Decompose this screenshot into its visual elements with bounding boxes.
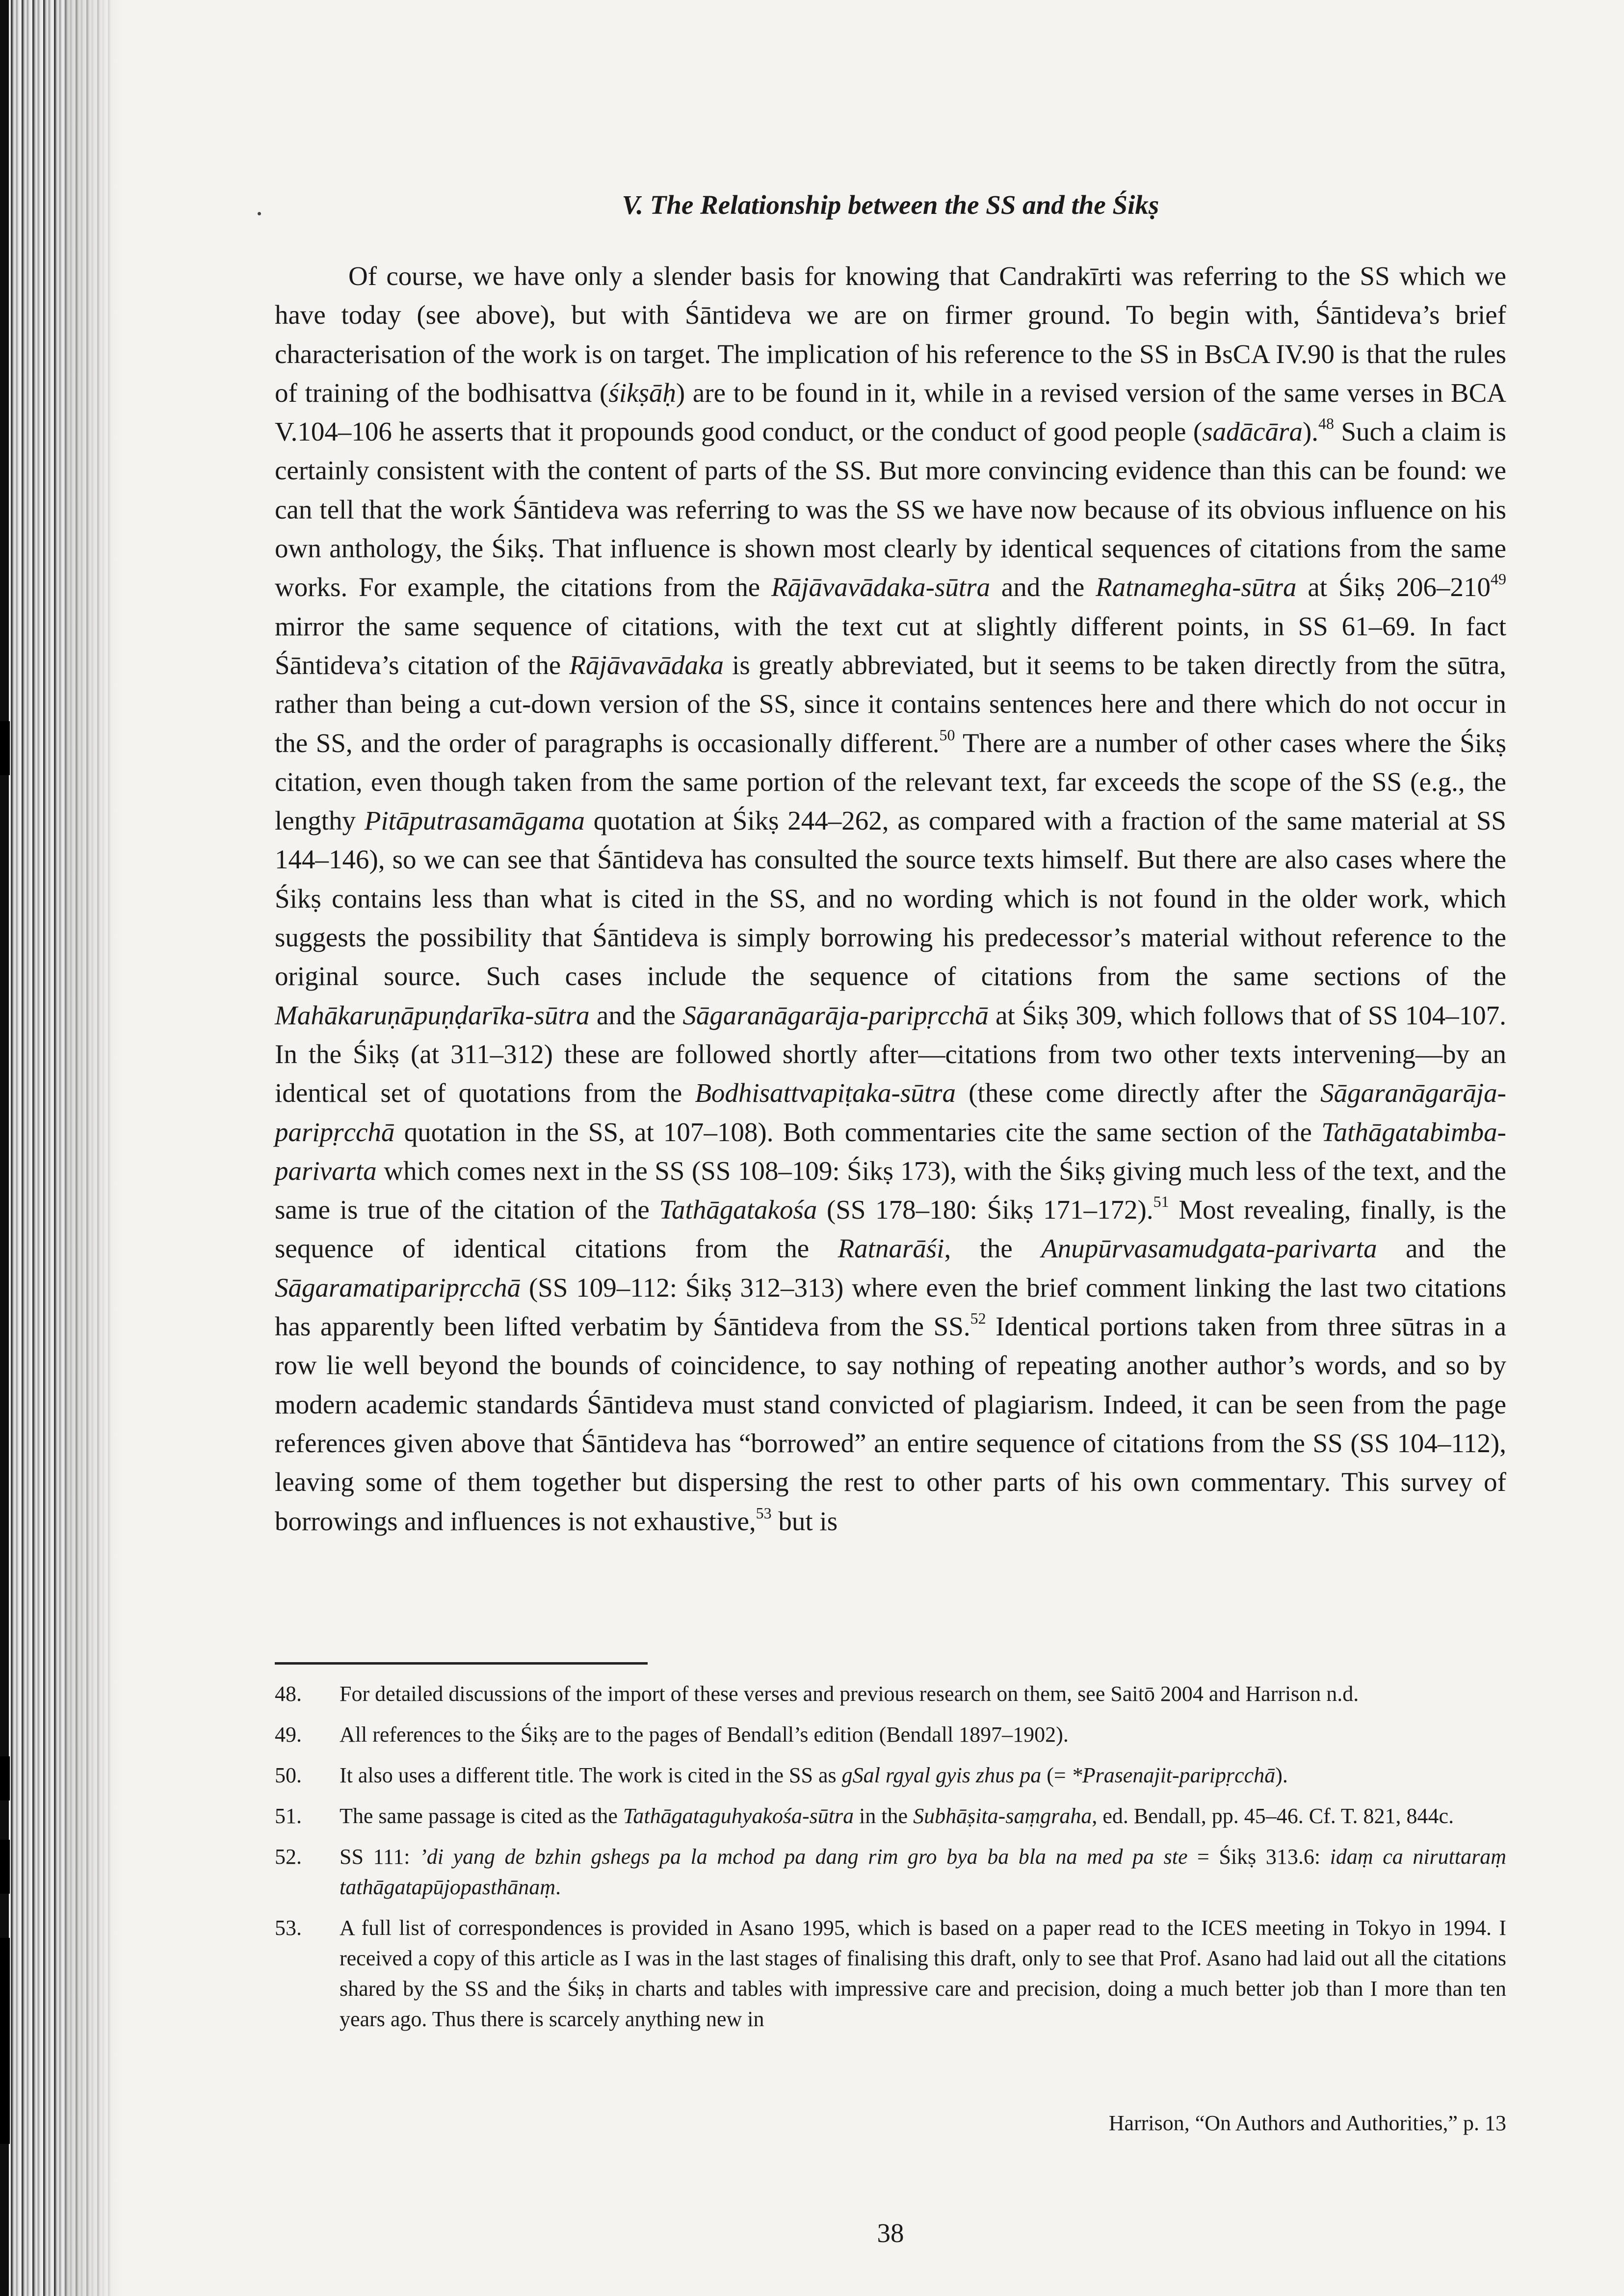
text-run: Of course, we have only a slender basis for knowing that Candrakīrti was referring to the SS which we have today (see above), but with Śāntideva we are on firmer ground. To begin with, Śāntideva’s brief characterisation of the work is on target. The implication of his reference to the SS in BsCA IV.90 is that the rules of training of the bodhisattva ( bbox=[275, 261, 1506, 408]
text-run: and the bbox=[990, 572, 1096, 602]
stray-dot bbox=[258, 212, 261, 215]
footnote-ref: 49 bbox=[1491, 570, 1506, 588]
italic-term: Sāgaramatiparipṛcchā bbox=[275, 1272, 521, 1303]
scan-edge-mark bbox=[0, 721, 10, 775]
footnotes bbox=[275, 1679, 1506, 2045]
footnote bbox=[275, 1842, 1506, 1903]
footnote-text bbox=[340, 1760, 1506, 1791]
italic-term: sadācāra bbox=[1202, 417, 1303, 447]
italic-term: Pitāputrasamāgama bbox=[364, 806, 585, 836]
text-run: Such a claim is certainly consistent with the content of parts of the SS. But more convincing evidence than this can be found: we can tell that the work Śāntideva was referring to was the SS we have now because of its obvious influence on his own anthology, the Śikṣ. That influence is shown most clearly by identical sequences of citations from the same works. For example, the citations from the bbox=[275, 417, 1506, 602]
footnote-ref: 51 bbox=[1153, 1193, 1169, 1211]
text-run: at Śikṣ 309, which follows that of SS 104–107. In the Śikṣ (at 311–312) these are followed shortly after—citations from two other texts intervening—by an identical set of quotations from the bbox=[275, 1000, 1506, 1108]
page-number-row bbox=[0, 2218, 1624, 2248]
footnote-number: 48. bbox=[275, 1682, 302, 1706]
text-run: ). bbox=[1275, 1763, 1288, 1787]
footnote-rule bbox=[275, 1662, 648, 1665]
footnote-number: 50. bbox=[275, 1763, 302, 1787]
text-run: The same passage is cited as the bbox=[340, 1804, 623, 1828]
scan-edge-mark bbox=[0, 1756, 10, 1800]
footnote bbox=[275, 1720, 1506, 1750]
scan-edge-mark bbox=[0, 1938, 10, 2144]
text-run: . bbox=[555, 1875, 561, 1899]
text-run: and the bbox=[1377, 1233, 1506, 1264]
italic-term: gSal rgyal gyis zhus pa bbox=[841, 1763, 1042, 1787]
footnote-text bbox=[340, 1720, 1506, 1750]
text-run: and the bbox=[589, 1000, 683, 1030]
footnote-number: 52. bbox=[275, 1845, 302, 1869]
footnote-ref: 48 bbox=[1318, 415, 1335, 433]
italic-term: Tathāgatabimba-parivarta bbox=[275, 1117, 1506, 1186]
text-run: , the bbox=[944, 1233, 1042, 1264]
text-run: is greatly abbreviated, but it seems to be taken directly from the sūtra, rather than being a cut-down version of the SS, since it contains sentences here and there which do not occur in the SS, and the order of paragraphs is occasionally different. bbox=[275, 650, 1506, 758]
text-run: Most revealing, finally, is the sequence of identical citations from the bbox=[275, 1195, 1506, 1264]
italic-term: Mahākaruṇāpuṇḍarīka-sūtra bbox=[275, 1000, 590, 1030]
text-run: but is bbox=[771, 1506, 838, 1536]
footnote-text bbox=[340, 1679, 1506, 1709]
italic-term: Subhāṣita-saṃgraha bbox=[913, 1804, 1092, 1828]
text-run: SS 111: bbox=[340, 1845, 420, 1869]
text-run: Identical portions taken from three sūtras in a row lie well beyond the bounds of coincidence, to say nothing of repeating another author’s words, and so by modern academic standards Śāntideva must stand convicted of plagiarism. Indeed, it can be seen from the page references given above that Śāntideva has “borrowed” an entire sequence of citations from the SS (SS 104–112), leaving some of them together but dispersing the rest to other parts of his own commentary. This survey of borrowings and influences is not exhaustive, bbox=[275, 1311, 1507, 1536]
page-number: 38 bbox=[877, 2218, 904, 2248]
text-run: at Śikṣ 206–210 bbox=[1296, 572, 1491, 602]
text-run: ) are to be found in it, while in a revised version of the same verses in BCA V.104–106 he asserts that it propounds good conduct, or the conduct of good people ( bbox=[275, 377, 1506, 447]
italic-term: Tathāgatakośa bbox=[659, 1195, 817, 1225]
body-paragraph bbox=[275, 257, 1506, 1540]
footnote-text bbox=[340, 1801, 1506, 1831]
footnote-ref: 53 bbox=[756, 1504, 772, 1522]
footnote bbox=[275, 1801, 1506, 1831]
scan-edge-mark bbox=[0, 1840, 10, 1894]
text-run: mirror the same sequence of citations, with the text cut at slightly different points, in SS 61–69. In fact Śāntideva’s citation of the bbox=[275, 611, 1506, 680]
text-run: There are a number of other cases where the Śikṣ citation, even though taken from the same portion of the relevant text, far exceeds the scope of the SS (e.g., the lengthy bbox=[275, 728, 1506, 836]
italic-term: ’di yang de bzhin gshegs pa la mchod pa dang rim gro bya ba bla na med pa ste bbox=[419, 1845, 1188, 1869]
italic-term: śikṣāḥ bbox=[608, 377, 676, 408]
text-run: quotation in the SS, at 107–108). Both commentaries cite the same section of the bbox=[394, 1117, 1322, 1147]
footnote-ref: 52 bbox=[970, 1309, 986, 1328]
italic-term: Anupūrvasamudgata-parivarta bbox=[1041, 1233, 1377, 1264]
footnote-text bbox=[340, 1842, 1506, 1903]
section-title: V. The Relationship between the SS and the Śikṣ bbox=[622, 190, 1159, 220]
italic-term: Rājāvavādaka bbox=[569, 650, 724, 680]
italic-term: *Prasenajit-paripṛcchā bbox=[1071, 1763, 1276, 1787]
text-run: (SS 109–112: Śikṣ 312–313) where even the brief comment linking the last two citations has apparently been lifted verbatim by Śāntideva from the SS. bbox=[275, 1272, 1506, 1342]
page-content bbox=[275, 189, 1506, 1540]
italic-term: idaṃ ca niruttaraṃ tathāgatapūjopasthānaṃ bbox=[340, 1845, 1507, 1899]
text-run: (= bbox=[1041, 1763, 1072, 1787]
text-run: quotation at Śikṣ 244–262, as compared with a fraction of the same material at SS 144–146), so we can see that Śāntideva has consulted the source texts himself. But there are also cases where the Śikṣ contains less than what is cited in the SS, and no wording which is not found in the older work, which suggests the possibility that Śāntideva is simply borrowing his predecessor’s material without reference to the original source. Such cases include the sequence of citations from the same sections of the bbox=[275, 806, 1506, 991]
footnote bbox=[275, 1760, 1506, 1791]
text-run: It also uses a different title. The work is cited in the SS as bbox=[340, 1763, 842, 1787]
italic-term: Ratnarāśi bbox=[838, 1233, 944, 1264]
footnote-number: 51. bbox=[275, 1804, 302, 1828]
text-run: which comes next in the SS (SS 108–109: Śikṣ 173), with the Śikṣ giving much less of the text, and the same is true of the citation of the bbox=[275, 1155, 1506, 1225]
italic-term: Rājāvavādaka-sūtra bbox=[771, 572, 991, 602]
running-footer: Harrison, “On Authors and Authorities,” p. 13 bbox=[1108, 2111, 1506, 2135]
scan-binding-shadow bbox=[64, 0, 123, 2296]
footnote-number: 53. bbox=[275, 1916, 302, 1940]
footnote-ref: 50 bbox=[939, 726, 955, 744]
text-run: For detailed discussions of the import of these verses and previous research on them, see Saitō 2004 and Harrison n.d. bbox=[340, 1682, 1359, 1706]
footnote-text bbox=[340, 1913, 1506, 2035]
footnote bbox=[275, 1679, 1506, 1709]
italic-term: Tathāgataguhyakośa-sūtra bbox=[623, 1804, 854, 1828]
text-run: A full list of correspondences is provided in Asano 1995, which is based on a paper read to the ICES meeting in Tokyo in 1994. I received a copy of this article as I was in the last stages of finalising this draft, only to see that Prof. Asano had laid out all the citations shared by the SS and the Śikṣ in charts and tables with impressive care and precision, doing a much better job than I more than ten years ago. Thus there is scarcely anything new in bbox=[340, 1916, 1506, 2031]
italic-term: Bodhisattvapiṭaka-sūtra bbox=[695, 1078, 956, 1108]
text-run: in the bbox=[854, 1804, 914, 1828]
italic-term: Sāgaranāgarāja-paripṛcchā bbox=[275, 1078, 1506, 1147]
text-run: ). bbox=[1302, 417, 1319, 447]
footnote-number: 49. bbox=[275, 1722, 302, 1747]
italic-term: Ratnamegha-sūtra bbox=[1096, 572, 1297, 602]
italic-term: Sāgaranāgarāja-paripṛcchā bbox=[682, 1000, 989, 1030]
text-run: = Śikṣ 313.6: bbox=[1187, 1845, 1330, 1869]
footnote bbox=[275, 1913, 1506, 2035]
text-run: (these come directly after the bbox=[955, 1078, 1321, 1108]
text-run: (SS 178–180: Śikṣ 171–172). bbox=[817, 1195, 1153, 1225]
text-run: , ed. Bendall, pp. 45–46. Cf. T. 821, 844c. bbox=[1092, 1804, 1454, 1828]
text-run: All references to the Śikṣ are to the pages of Bendall’s edition (Bendall 1897–1902). bbox=[340, 1722, 1069, 1747]
